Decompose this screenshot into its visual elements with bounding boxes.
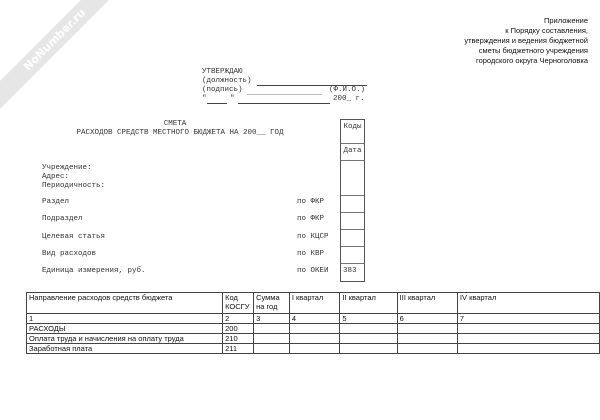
- table-row: [27, 324, 600, 334]
- codes-column: [340, 119, 365, 282]
- column-numbers-row: [27, 314, 600, 324]
- column-header: Сумма на год: [254, 293, 290, 314]
- row-code: 210: [223, 334, 254, 344]
- column-header: III квартал: [397, 293, 457, 314]
- codes-header: Коды: [341, 120, 364, 144]
- column-header: Код КОСГУ: [223, 293, 254, 314]
- cell: [340, 334, 397, 344]
- column-header: I квартал: [289, 293, 340, 314]
- field-label: Единица измерения, руб.: [42, 267, 146, 275]
- field-code-label: по ФКР: [297, 215, 325, 223]
- appendix-line: городского округа Черноголовка: [476, 56, 588, 65]
- code-cell: [341, 213, 364, 230]
- cell: [254, 344, 290, 354]
- cell: [289, 334, 340, 344]
- field-code-label: по КЦСР: [297, 233, 329, 241]
- column-number: 2: [223, 314, 254, 324]
- code-cell: [341, 230, 364, 247]
- code-cell: [341, 161, 364, 196]
- fio-label: (Ф.И.О.): [329, 86, 366, 94]
- month-line: [238, 103, 330, 104]
- cell: [340, 344, 397, 354]
- field-label: Подраздел: [42, 215, 83, 223]
- approval-title: УТВЕРЖДАЮ: [202, 68, 243, 76]
- day-line: [207, 103, 227, 104]
- row-name: РАСХОДЫ: [27, 324, 223, 334]
- field-label: Вид расходов: [42, 250, 97, 258]
- cell: [397, 344, 457, 354]
- signature-line: [247, 94, 322, 95]
- field-code-label: по КВР: [297, 250, 325, 258]
- table-header-row: [27, 293, 600, 314]
- periodicity-label: Периодичность:: [42, 182, 106, 190]
- field-label: Раздел: [42, 198, 70, 206]
- cell: [397, 334, 457, 344]
- appendix-line: утверждения и ведения бюджетной: [464, 36, 588, 45]
- signature-label: (подпись): [202, 86, 243, 94]
- row-code: 200: [223, 324, 254, 334]
- field-code-label: по ФКР: [297, 198, 325, 206]
- column-number: 5: [340, 314, 397, 324]
- code-cell: [341, 196, 364, 213]
- cell: [457, 324, 599, 334]
- cell: [289, 324, 340, 334]
- address-label: Адрес:: [42, 173, 70, 181]
- cell: [397, 324, 457, 334]
- row-name: Оплата труда и начисления на оплату труда: [27, 334, 223, 344]
- row-name: Заработная плата: [27, 344, 223, 354]
- column-number: 7: [457, 314, 599, 324]
- column-number: 4: [289, 314, 340, 324]
- date-quote-open: ": [202, 95, 207, 103]
- column-header: Направление расходов средств бюджета: [27, 293, 223, 314]
- cell: [457, 334, 599, 344]
- title-line-2: РАСХОДОВ СРЕДСТВ МЕСТНОГО БЮДЖЕТА НА 200__ ГОД: [76, 129, 284, 137]
- field-code-label: по ОКЕИ: [297, 267, 329, 275]
- date-quote-close: ": [230, 95, 235, 103]
- cell: [254, 324, 290, 334]
- okei-code-cell: 383: [343, 267, 357, 275]
- cell: [340, 324, 397, 334]
- column-number: 1: [27, 314, 223, 324]
- table-row: [27, 344, 600, 354]
- cell: [254, 334, 290, 344]
- appendix-line: сметы бюджетного учреждения: [478, 46, 588, 55]
- appendix-note: [464, 16, 588, 66]
- position-label: (должность): [202, 77, 252, 85]
- column-header: II квартал: [340, 293, 397, 314]
- column-header: IV квартал: [457, 293, 599, 314]
- field-label: Целевая статья: [42, 233, 106, 241]
- table-row: [27, 334, 600, 344]
- institution-label: Учреждение:: [42, 164, 92, 172]
- year-label: 200_ г.: [333, 95, 365, 103]
- column-number: 3: [254, 314, 290, 324]
- appendix-line: к Порядку составления,: [505, 26, 588, 35]
- codes-date: Дата: [341, 144, 364, 161]
- appendix-line: Приложение: [544, 16, 588, 25]
- cell: [289, 344, 340, 354]
- expenses-table: [26, 292, 600, 354]
- column-number: 6: [397, 314, 457, 324]
- code-cell: [341, 247, 364, 264]
- watermark: NoNumber.ru: [0, 0, 129, 114]
- title-line-1: СМЕТА: [163, 120, 187, 128]
- cell: [457, 344, 599, 354]
- row-code: 211: [223, 344, 254, 354]
